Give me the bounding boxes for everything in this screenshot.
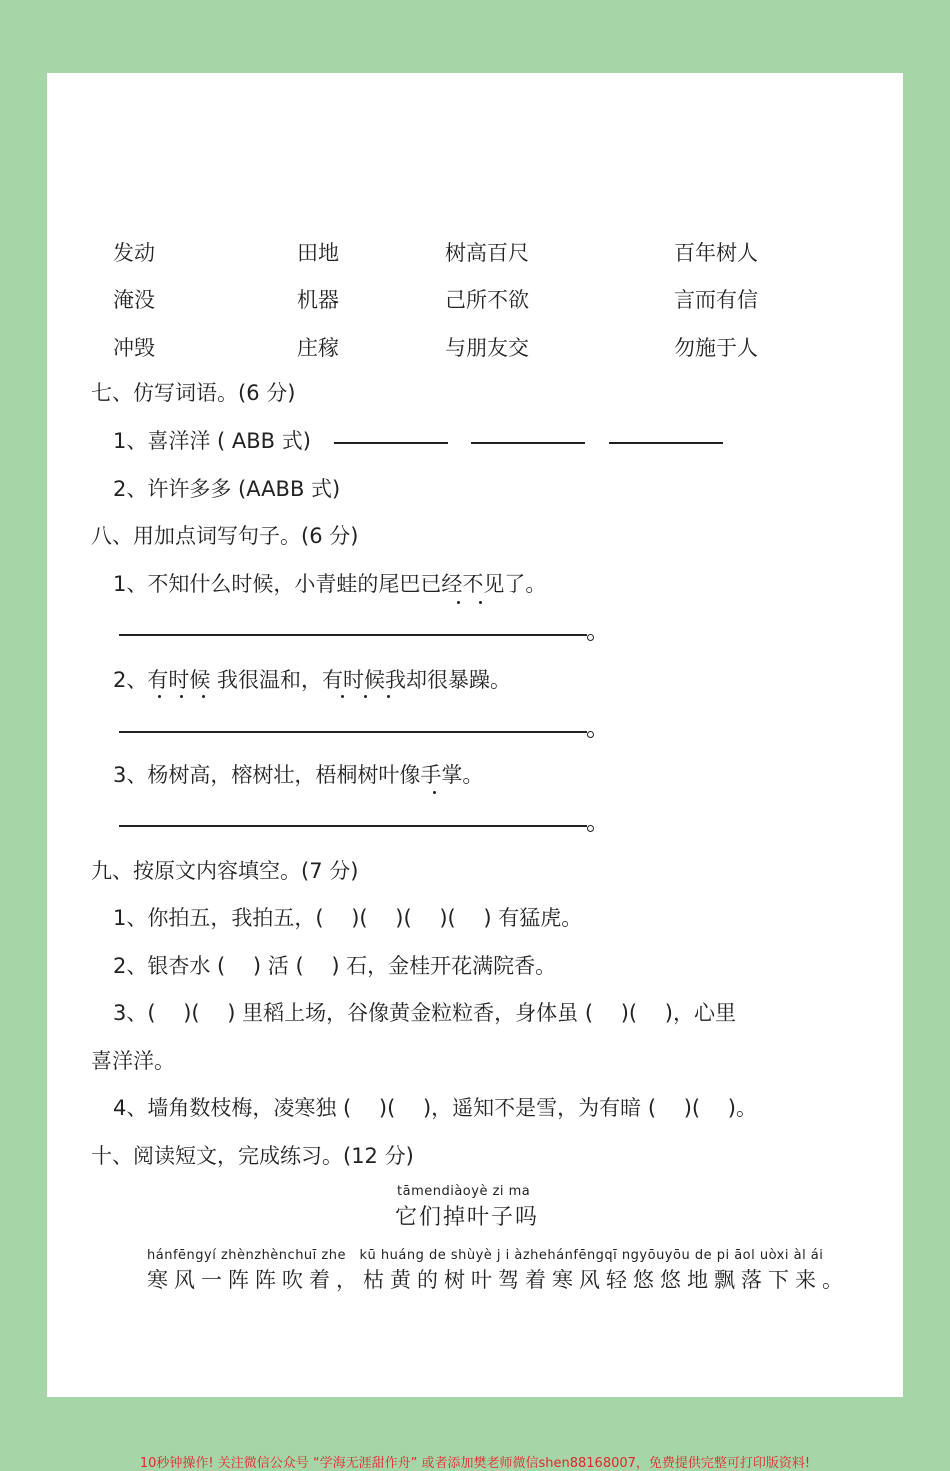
word-cell: 勿施于人 — [674, 336, 758, 360]
passage-title: 它们掉叶子吗 — [395, 1205, 540, 1230]
emphasis-dot — [364, 695, 367, 698]
answer-blank[interactable] — [471, 442, 585, 444]
answer-line[interactable] — [119, 634, 587, 636]
passage-line: 寒风一阵阵吹着，枯黄的树叶驾着寒风轻悠悠地飘落下来。 — [147, 1268, 849, 1292]
word-cell: 言而有信 — [674, 288, 758, 312]
word-cell: 田地 — [297, 241, 339, 265]
emphasis-dot — [457, 601, 460, 604]
word-cell: 百年树人 — [674, 241, 758, 265]
period-mark — [587, 634, 594, 641]
section-8-heading: 八、用加点词写句子。(6 分) — [91, 524, 359, 548]
title-pinyin: tāmendiàoyè zi ma — [397, 1184, 531, 1199]
emphasis-dot — [433, 791, 436, 794]
section-9-heading: 九、按原文内容填空。(7 分) — [91, 859, 359, 883]
word-cell: 发动 — [113, 241, 155, 265]
passage-pinyin: hánfēngyí zhènzhènchuī zhe kū huáng de shùyè j i àzhehánfēngqī ngyōuyōu de pi āol uòxi àl ái — [147, 1248, 824, 1263]
section-9-question-3: 3、( )( ) 里稻上场，谷像黄金粒粒香，身体虽 ( )( )，心里 — [113, 1001, 736, 1025]
emphasis-dot — [158, 695, 161, 698]
word-cell: 机器 — [297, 288, 339, 312]
word-cell: 树高百尺 — [445, 241, 529, 265]
section-9-question-1: 1、你拍五，我拍五，( )( )( )( ) 有猛虎。 — [113, 906, 583, 930]
worksheet-paper — [47, 73, 903, 1397]
period-mark — [587, 825, 594, 832]
footer-notice: 10秒钟操作! 关注微信公众号 “学海无涯甜作舟” 或者添加樊老师微信shen88168007，免费提供完整可打印版资料! — [139, 1456, 811, 1471]
section-9-question-3-cont: 喜洋洋。 — [91, 1049, 175, 1073]
period-mark — [587, 731, 594, 738]
answer-line[interactable] — [119, 825, 587, 827]
section-10-heading: 十、阅读短文，完成练习。(12 分) — [91, 1144, 414, 1168]
emphasis-dot — [387, 695, 390, 698]
word-cell: 与朋友交 — [445, 336, 529, 360]
section-9-question-4: 4、墙角数枝梅，凌寒独 ( )( )，遥知不是雪，为有暗 ( )( )。 — [113, 1096, 757, 1120]
answer-line[interactable] — [119, 731, 587, 733]
section-8-question-3: 3、杨树高，榕树壮，梧桐树叶像手掌。 — [113, 763, 484, 787]
section-9-question-2: 2、银杏水 ( ) 活 ( ) 石，金桂开花满院香。 — [113, 954, 557, 978]
emphasis-dot — [479, 601, 482, 604]
word-cell: 冲毁 — [113, 336, 155, 360]
emphasis-dot — [341, 695, 344, 698]
word-cell: 庄稼 — [297, 336, 339, 360]
section-7-question-2: 2、许许多多 (AABB 式) — [113, 477, 341, 501]
section-7-heading: 七、仿写词语。(6 分) — [91, 381, 296, 405]
answer-blank[interactable] — [334, 442, 448, 444]
section-7-question-1: 1、喜洋洋 ( ABB 式) — [113, 429, 311, 453]
emphasis-dot — [180, 695, 183, 698]
section-8-question-2: 2、有时候 我很温和，有时候我却很暴躁。 — [113, 668, 512, 692]
word-cell: 淹没 — [113, 288, 155, 312]
word-cell: 己所不欲 — [445, 288, 529, 312]
answer-blank[interactable] — [609, 442, 723, 444]
emphasis-dot — [202, 695, 205, 698]
section-8-question-1: 1、不知什么时候，小青蛙的尾巴已经不见了。 — [113, 572, 547, 596]
